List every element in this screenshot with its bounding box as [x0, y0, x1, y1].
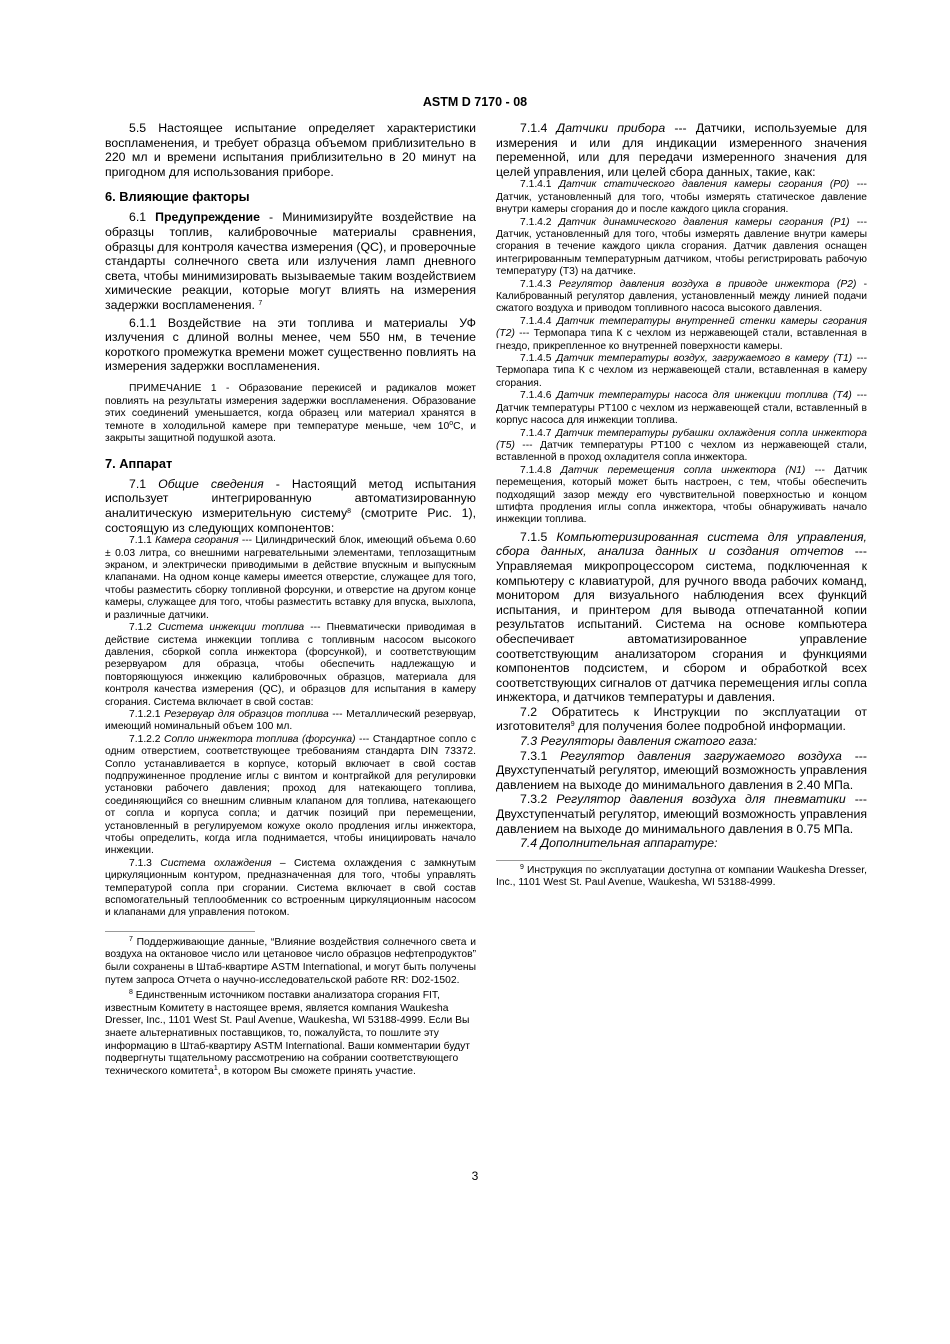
paragraph-7-2: 7.2 Обратитесь к Инструкции по эксплуатации от изготовителя$^9$ для получения более подробной информации. [496, 704, 867, 734]
note-1: ПРИМЕЧАНИЕ 1 - Образование перекисей и радикалов может повлиять на результаты измерения задержки воспламенения. Образование этих соединений уменьшается, когда образец или материал хранятся в темноте в холодильной камере при температуре меньше, чем 10$^o$С, и закрыты защитной подушкой азота. [105, 382, 476, 445]
footnote-ref-9: 9 [570, 721, 575, 729]
paragraph-7-3-1: 7.3.1 Регулятор давления загружаемого воздуха --- Двухступенчатый регулятор, имеющий возможность управления давлением на выходе до минимального давления в 2.40 МПа. [496, 748, 867, 792]
left-column [105, 121, 476, 1078]
page-number: 3 [471, 1169, 479, 1183]
document-header: ASTM D 7170 - 08 [422, 95, 528, 109]
paragraph-7-1-4-3: 7.1.4.3 Регулятор давления воздуха в приводе инжектора (P2) - Калиброванный регулятор давления, установленный между линией подачи сжатого воздуха и приводом топливного насоса высокого давления. [496, 278, 867, 315]
section-7-heading: 7. Аппарат [105, 455, 173, 471]
footnote-8: $^8$ Единственным источником поставки анализатора сгорания FIT, известным Комитету в настоящее время, является компания Waukesha Dresser, Inc., 1101 West St. Paul Avenue, Waukesha, WI 53188-4999. Если Вы знаете альтернативных поставщиков, то, пожалуйста, то пошлите эту информацию в Штаб-квартиру ASTM International. Ваши комментарии будут подвергнуты тщательному рассмотрению на собрании соответствующего технического комитета$^1$, в котором Вы сможете принять участие. [105, 989, 471, 1077]
paragraph-7-1-2: 7.1.2 Система инжекции топлива --- Пневматически приводимая в действие система инжекции топлива с топливным насосом высокого давления, сборкой сопла инжектора (форсункой), и соответствующим резервуаром для образца, чтобы обеспечить надлежащую и повторяющуюся инжекцию калибровочных образцов, материала для контроля качества измерения (QC), и образцов для испытания в камеру сгорания. Система включает в свой состав: [105, 622, 477, 708]
footnote-7: $^7$ Поддерживающие данные, “Влияние воздействия солнечного света и воздуха на октановое число или цетановое число образцов нефтепродуктов” были сохранены в Штаб-квартире ASTM International, и могут быть получены путем запроса Отчета о научно-исследовательской работе RR: D02-1502. [105, 935, 476, 986]
paragraph-6-1-1: 6.1.1 Воздействие на эти топлива и материалы УФ излучения с длиной волны менее, чем 550 нм, в течение короткого промежутка времени может существенно повлиять на измерения задержки воспламенения. [105, 315, 476, 374]
section-6-heading: 6. Влияющие факторы [105, 189, 250, 205]
paragraph-7-1-4-5: 7.1.4.5 Датчик температуры воздух, загружаемого в камеру (T1) --- Термопара типа К с чехлом из нержавеющей стали, вставленная в камеру сгорания. [496, 353, 868, 389]
paragraph-7-1-4-6: 7.1.4.6 Датчик температуры насоса для инжекции топлива (T4) --- Датчик температуры PT100 с чехлом из нержавеющей стали, вставленный в корпус насоса для инжекции топлива. [496, 390, 867, 427]
footnote-9: $^9$ Инструкция по эксплуатации доступна от компании Waukesha Dresser, Inc., 1101 West St. Paul Avenue, Waukesha, WI 53188-4999. [496, 863, 867, 889]
paragraph-7-1-4-2: 7.1.4.2 Датчик динамического давления камеры сгорания (P1) --- Датчик, установленный для того, чтобы измерять давление внутри камеры сгорания в течение каждого цикла сгорания. Датчик давления оснащен интегрированным температурным датчиком, чтобы регистрировать рабочую температуру (T3) на датчике. [496, 216, 867, 278]
paragraph-7-1-2-1: 7.1.2.1 Резервуар для образцов топлива --- Металлический резервуар, имеющий номинальный объем 100 мл. [105, 708, 476, 733]
paragraph-7-1-1: 7.1.1 Камера сгорания --- Цилиндрический блок, имеющий объема 0.60 ± 0.03 литра, со внешними нагревательными элементами, теплозащитным экраном, и электрически приводимыми в действие впускным и выпускным клапанами. На одном конце камеры имеется отверстие, служащее для того, чтобы разместить сборку топливной форсунки, и отверстие на другом конце камеры, служащее для того, чтобы разместить вставку для впуска, выхлопа, и различные датчики. [105, 535, 476, 621]
paragraph-7-1-2-2: 7.1.2.2 Сопло инжектора топлива (форсунка) --- Стандартное сопло с одним отверстием, соответствующее требованиям стандарта DIN 73372. Сопло устанавливается в корпусе, который включает в свой состав подпружиненное продление иглы с винтом и контргайкой для регулировки установки рабочего давления; проход для натекающего топлива, соединяющийся со внешним сливным клапаном для топлива, натекающего от сопла и корпуса сопла; и датчик позиций при перемещении, установленный в регулируемом кожухе около продления иглы инжектора, чтобы определить, когда игла поднимается, чтобы инициировать начало инжекции. [105, 733, 476, 857]
paragraph-7-1-4: 7.1.4 Датчики прибора --- Датчики, используемые для измерения и или для индикации измеренного значения переменной, или для передачи измеренного значения для целей управления, или целей сбора данных, такие, как: [496, 121, 867, 179]
paragraph-6-1: 6.1 Предупреждение - Минимизируйте воздействие на образцы топлив, калибровочные материалы сравнения, образцы для контроля качества измерения (QC), и проверочные стандарты солнечного света или излучения ламп дневного света, чтобы минимизировать вызываемые таким воздействием химические реакции, которые могут влиять на измерения задержки воспламенения. $^7$ [105, 210, 476, 312]
paragraph-7-1-4-4: 7.1.4.4 Датчик температуры внутренней стенки камеры сгорания (T2) --- Термопара типа К с чехлом из нержавеющей стали, вставленная в гнездо, прикрепленное ко внутренней поверхности камеры. [496, 315, 867, 352]
paragraph-7-4: 7.4 Дополнительная аппаратуре: [520, 836, 718, 851]
footnote-ref-8: 8 [347, 508, 351, 516]
paragraph-7-1-3: 7.1.3 Система охлаждения – Система охлаждения с замкнутым циркуляционным контуром, предназначенная для того, чтобы управлять температурой сопла при сгорании. Система включает в свой состав вспомогательный теплообменник со встроенным циркуляционным насосом и клапанами для управления потоком. [105, 857, 477, 919]
paragraph-7-1: 7.1 Общие сведения - Настоящий метод испытания использует интегрированную автоматизированную аналитическую измерительную систему$^8$ (смотрите Рис. 1), состоящую из следующих компонентов: [105, 476, 476, 535]
paragraph-7-1-5: 7.1.5 Компьютеризированная система для управления, сбора данных, анализа данных и создания отчетов --- Управляемая микропроцессором система, подключенная к компьютеру с клавиатурой, для ручного ввода рабочих команд, монитором для визуального наблюдения всех функций испытания, и принтером для вывода отпечатанной копии результатов испытаний. Система на основе компьютера обеспечивает автоматизированное управление соответствующим анализатором сгорания и функциями компонентов подсистем, и сбором и обработкой всех соответствующих сигналов от датчика перемещения иглы сопла инжектора, и датчиков температуры и давления. [496, 529, 867, 705]
right-column [496, 121, 867, 890]
paragraph-7-1-4-8: 7.1.4.8 Датчик перемещения сопла инжектора (N1) --- Датчик перемещения, который может быть настроен, с тем, чтобы обеспечить подходящий зазор между его чувствительной поверхностью и концом штифта продления иглы сопла инжектора, чтобы обнаруживать начало инжекции топлива. [496, 464, 867, 526]
paragraph-7-1-4-1: 7.1.4.1 Датчик статического давления камеры сгорания (P0) --- Датчик, установленный для того, чтобы измерять статическое давление внутри камеры сгорания до и после каждого цикла сгорания. [496, 179, 867, 216]
footnote-ref-7: 7 [258, 299, 263, 307]
paragraph-7-1-4-7: 7.1.4.7 Датчик температуры рубашки охлаждения сопла инжектора (T5) --- Датчик температуры PT100 с чехлом из нержавеющей стали, вставленной в проход охладителя сопла инжектора. [496, 427, 867, 464]
footnote-separator [105, 931, 255, 932]
footnote-separator-right [496, 860, 602, 861]
paragraph-7-3-2: 7.3.2 Регулятор давления воздуха для пневматики --- Двухступенчатый регулятор, имеющий возможность управления давлением на выходе до минимального давления в 0.75 МПа. [496, 792, 867, 836]
paragraph-5-5: 5.5 Настоящее испытание определяет характеристики воспламенения, и требует образца объемом приблизительно в 220 мл и времени испытания приблизительно в 20 минут на пригодном для использования приборе. [105, 121, 476, 179]
paragraph-7-3: 7.3 Регуляторы давления сжатого газа: [520, 734, 758, 749]
